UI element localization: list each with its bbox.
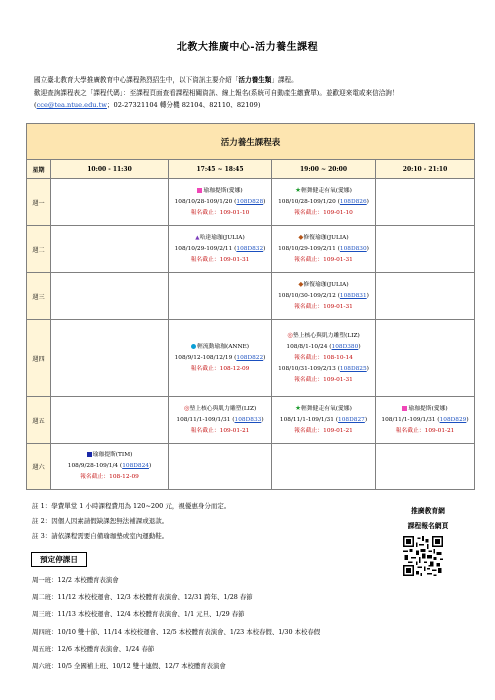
empty-cell	[51, 179, 169, 226]
page-title: 北教大推廣中心-活力養生課程	[176, 42, 319, 53]
deadline-line	[169, 208, 271, 219]
deadline-label: 報名截止：	[190, 365, 220, 372]
deadline-date: 109-01-21	[323, 428, 353, 435]
course-title-line	[272, 279, 375, 291]
deadline-date: 109-01-21	[424, 427, 455, 434]
schedule-row	[27, 226, 475, 273]
course-dates-line	[169, 415, 271, 426]
closed-day-item: 周三班：11/13 本校校運會、12/4 本校體育表演會、1/1 元旦、1/29 春節	[32, 610, 245, 619]
deadline-label: 報名截止：	[395, 427, 425, 434]
pink-square-icon	[197, 188, 202, 193]
deadline-label: 報名截止：	[190, 428, 220, 435]
course-dates-line	[376, 415, 474, 426]
paren-close: )	[366, 293, 369, 300]
closed-day-item: 周二班：11/12 本校校運會、12/3 本校體育表演會、12/31 跨年、1/28 春節	[32, 593, 253, 602]
closed-day-item: 周六班：10/5 全國補上班、10/12 雙十連假、12/7 本校體育表演會	[32, 662, 226, 671]
course-cell	[272, 179, 376, 226]
course-name: 修復瑜珈(JULIA)	[303, 235, 349, 242]
course-code-link[interactable]: 108D831	[339, 293, 367, 300]
course-name: 瑜珈提斯(愛娜)	[203, 187, 243, 194]
intro-line3-suffix: ；02-27321104 轉分機 82104、82110、82109)	[106, 101, 261, 109]
deadline-date: 109-01-10	[323, 210, 353, 217]
paren-open: (	[232, 198, 237, 205]
paren-open: (	[335, 246, 340, 253]
deadline-date: 108-12-09	[219, 365, 250, 372]
header-timeslot: 17:45 ~ 18:45	[169, 160, 272, 179]
day-label: 週六	[27, 444, 51, 490]
intro-line1-suffix: 」課程。	[271, 76, 298, 84]
note-2: 註 2：因個人因素請假缺課恕無法補課或退款。	[32, 517, 169, 525]
course-dates-line	[169, 197, 271, 208]
empty-cell	[169, 273, 272, 320]
schedule-table	[26, 123, 475, 490]
paren-open: (	[335, 293, 340, 300]
paren-open: (	[118, 463, 123, 470]
course-name: 墊上核心與肌力雕塑(LIZ)	[292, 333, 360, 340]
empty-cell	[376, 320, 475, 397]
day-label: 週一	[27, 179, 51, 226]
course-title-line	[169, 403, 271, 415]
course-code-link[interactable]: 108D829	[439, 416, 467, 423]
empty-cell	[376, 226, 475, 273]
paren-open: (	[335, 199, 340, 206]
intro-line1-prefix: 國立臺北教育大學推廣教育中心課程熱烈招生中，以下資訊主要介紹「	[34, 76, 239, 84]
course-dates: 108/11/1-109/1/31	[279, 417, 334, 424]
course-code-link[interactable]: 108D380	[331, 344, 359, 351]
deadline-label: 報名截止：	[80, 474, 110, 481]
deadline-label: 報名截止：	[190, 209, 220, 216]
empty-cell	[51, 397, 169, 444]
header-timeslot: 20:10 - 21:10	[376, 160, 475, 179]
purple-triangle-icon: ▲	[195, 234, 200, 241]
deadline-date: 109-01-10	[219, 209, 250, 216]
course-name: 哈達瑜珈(JULIA)	[199, 234, 245, 241]
course-code-link[interactable]: 108D822	[236, 354, 264, 361]
deadline-line	[272, 375, 375, 386]
deadline-label: 報名截止：	[294, 428, 324, 435]
deadline-date: 109-01-31	[323, 377, 353, 384]
intro-category: 活力養生類	[238, 76, 272, 84]
closed-day-item: 周一班：12/2 本校體育表演會	[32, 576, 119, 584]
paren-close: )	[358, 344, 361, 351]
brown-diamond-icon: ◆	[298, 280, 304, 289]
day-label: 週三	[27, 273, 51, 320]
note-1: 註 1：學費單堂 1 小時課程費用為 120~200 元，視優惠身分而定。	[32, 502, 231, 510]
empty-cell	[272, 444, 376, 490]
empty-cell	[376, 444, 475, 490]
deadline-date: 109-01-21	[219, 428, 250, 435]
day-label: 週四	[27, 320, 51, 397]
schedule-row	[27, 444, 475, 490]
paren-close: )	[366, 246, 369, 253]
notes	[32, 499, 372, 544]
course-dates: 108/11/1-109/1/31	[381, 416, 436, 423]
navy-square-icon	[87, 452, 92, 457]
deadline-line	[376, 426, 474, 437]
paren-close: )	[263, 198, 266, 205]
closed-day-item: 周四班：10/10 雙十節、11/14 本校校運會、12/5 本校體育表演會、1/23 本校春假、1/30 本校春假	[32, 627, 321, 636]
paren-close: )	[466, 416, 469, 423]
day-label: 週二	[27, 226, 51, 273]
paren-open: (	[335, 366, 340, 373]
deadline-date: 109-01-31	[323, 257, 353, 264]
course-cell	[169, 397, 272, 444]
course-code-link[interactable]: 108D824	[122, 463, 149, 470]
course-dates: 108/9/28-109/1/4	[67, 463, 119, 470]
empty-cell	[376, 179, 475, 226]
intro-paragraph	[34, 74, 464, 112]
deadline-date: 109-01-31	[219, 256, 250, 263]
course-cell	[272, 397, 376, 444]
closed-days-title: 預定停課日	[31, 552, 87, 567]
course-cell	[272, 320, 376, 397]
course-code-link[interactable]: 108D826	[339, 199, 367, 206]
course-name: 瑜珈提斯(愛娜)	[408, 405, 448, 412]
red-double-circle-icon: ◎	[183, 404, 190, 413]
course-title-line	[169, 233, 271, 244]
course-dates: 108/8/1-10/24	[286, 344, 328, 351]
course-name: 輕流動瑜珈(ANNE)	[196, 343, 250, 350]
green-star-icon: ★	[295, 186, 301, 195]
deadline-label: 報名截止：	[294, 377, 324, 384]
deadline-line	[169, 255, 271, 266]
course-name: 墊上核心與肌力雕塑(LIZ)	[189, 406, 257, 413]
course-dates-line	[272, 197, 375, 208]
deadline-label: 報名截止：	[294, 257, 324, 264]
empty-cell	[51, 320, 169, 397]
schedule-row	[27, 273, 475, 320]
deadline-line	[272, 302, 375, 313]
deadline-date: 108-10-14	[323, 355, 353, 362]
red-double-circle-icon: ◎	[287, 331, 293, 340]
course-code-link[interactable]: 108D833	[234, 417, 262, 424]
deadline-label: 報名截止：	[294, 210, 324, 217]
course-title-line	[272, 403, 375, 415]
deadline-line	[272, 255, 375, 266]
course-dates-line	[169, 353, 271, 364]
course-name: 瑜珈提斯(TIM)	[92, 452, 133, 459]
green-star-icon: ★	[295, 404, 301, 413]
course-title-line	[272, 232, 375, 244]
course-name: 修復瑜珈(JULIA)	[303, 282, 349, 289]
schedule-row	[27, 179, 475, 226]
paren-open: (	[230, 417, 235, 424]
course-cell	[376, 397, 475, 444]
schedule-title: 活力養生課程表	[27, 124, 475, 160]
note-3: 註 3：請依課程需要自備瑜珈墊或室內運動鞋。	[32, 532, 169, 540]
paren-open: (	[435, 416, 440, 423]
empty-cell	[51, 226, 169, 273]
qr-caption-line2: 課程報名網頁	[407, 522, 449, 530]
course-dates: 108/10/31-109/2/13	[278, 366, 336, 373]
paren-open: (	[232, 354, 237, 361]
closed-days-list	[32, 572, 472, 675]
course-code-link[interactable]: 108D832	[236, 245, 264, 252]
paren-open: (	[327, 344, 332, 351]
course-title-line	[272, 185, 375, 197]
header-day: 星期	[27, 160, 51, 179]
course-cell	[169, 179, 272, 226]
pink-square-icon	[402, 406, 407, 411]
deadline-label: 報名截止：	[294, 304, 324, 311]
course-dates: 108/10/28-109/1/20	[174, 198, 233, 205]
schedule-header-row	[27, 160, 475, 179]
course-dates-line	[272, 415, 375, 426]
course-dates-line	[51, 461, 168, 472]
course-code-link[interactable]: 108D828	[236, 198, 264, 205]
course-code-link[interactable]: 108D827	[338, 417, 365, 424]
paren-close: )	[366, 199, 369, 206]
qr-caption	[396, 504, 460, 534]
header-timeslot: 19:00 ~ 20:00	[272, 160, 376, 179]
paren-close: )	[261, 417, 264, 424]
paren-open: (	[232, 245, 237, 252]
deadline-line	[272, 353, 375, 364]
deadline-line	[272, 208, 375, 219]
brown-diamond-icon: ◆	[298, 233, 304, 242]
deadline-label: 報名截止：	[294, 355, 324, 362]
course-title-line	[169, 186, 271, 197]
course-cell	[272, 226, 376, 273]
course-title-line	[169, 342, 271, 353]
course-code-link[interactable]: 108D825	[339, 366, 367, 373]
paren-close: )	[263, 245, 266, 252]
course-dates: 108/10/28-109/1/20	[278, 199, 336, 206]
schedule-row	[27, 397, 475, 444]
qr-code-image[interactable]	[403, 536, 443, 576]
course-dates: 108/10/29-109/2/11	[278, 246, 336, 253]
paren-close: )	[364, 417, 368, 424]
header-timeslot: 10:00 - 11:30	[51, 160, 169, 179]
deadline-line	[272, 426, 375, 437]
empty-cell	[169, 444, 272, 490]
day-label: 週五	[27, 397, 51, 444]
course-dates: 108/10/29-109/2/11	[174, 245, 233, 252]
qr-caption-line1: 推廣教育網	[411, 507, 445, 515]
course-cell	[51, 444, 169, 490]
intro-line2: 歡迎查詢課程表之「課程代碼」：至課程頁面查看課程相關資訊、線上報名(系統可自動產生繳費單)。並歡迎來電或來信洽詢！(	[34, 88, 399, 109]
course-cell	[272, 273, 376, 320]
course-dates: 108/9/12-108/12/19	[174, 354, 233, 361]
course-name: 輕舞健走有氧(愛娜)	[300, 406, 352, 413]
deadline-date: 109-01-31	[323, 304, 353, 311]
deadline-line	[51, 472, 168, 483]
paren-close: )	[263, 354, 266, 361]
paren-close: )	[148, 463, 152, 470]
course-dates-line	[272, 244, 375, 255]
paren-close: )	[366, 366, 369, 373]
empty-cell	[376, 273, 475, 320]
course-dates-line	[169, 244, 271, 255]
course-dates: 108/11/1-109/1/31	[176, 417, 231, 424]
course-title-line	[376, 404, 474, 415]
course-title-line	[51, 450, 168, 461]
deadline-label: 報名截止：	[190, 256, 220, 263]
empty-cell	[51, 273, 169, 320]
course-dates-line	[272, 342, 375, 353]
deadline-line	[169, 426, 271, 437]
course-dates-line	[272, 291, 375, 302]
course-code-link[interactable]: 108D830	[339, 246, 367, 253]
paren-open: (	[333, 417, 339, 424]
contact-email-link[interactable]: cce@tea.ntue.edu.tw	[36, 101, 107, 109]
course-dates-line	[272, 364, 375, 375]
closed-day-item: 周五班：12/6 本校體育表演會、1/24 春節	[32, 644, 155, 653]
course-cell	[169, 226, 272, 273]
deadline-line	[169, 364, 271, 375]
course-dates: 108/10/30-109/2/12	[278, 293, 336, 300]
course-name: 輕舞健走有氧(愛娜)	[300, 188, 352, 195]
course-title-line	[272, 330, 375, 342]
deadline-date: 108-12-09	[109, 474, 139, 481]
blue-circle-icon	[191, 344, 196, 349]
course-cell	[169, 320, 272, 397]
schedule-row	[27, 320, 475, 397]
